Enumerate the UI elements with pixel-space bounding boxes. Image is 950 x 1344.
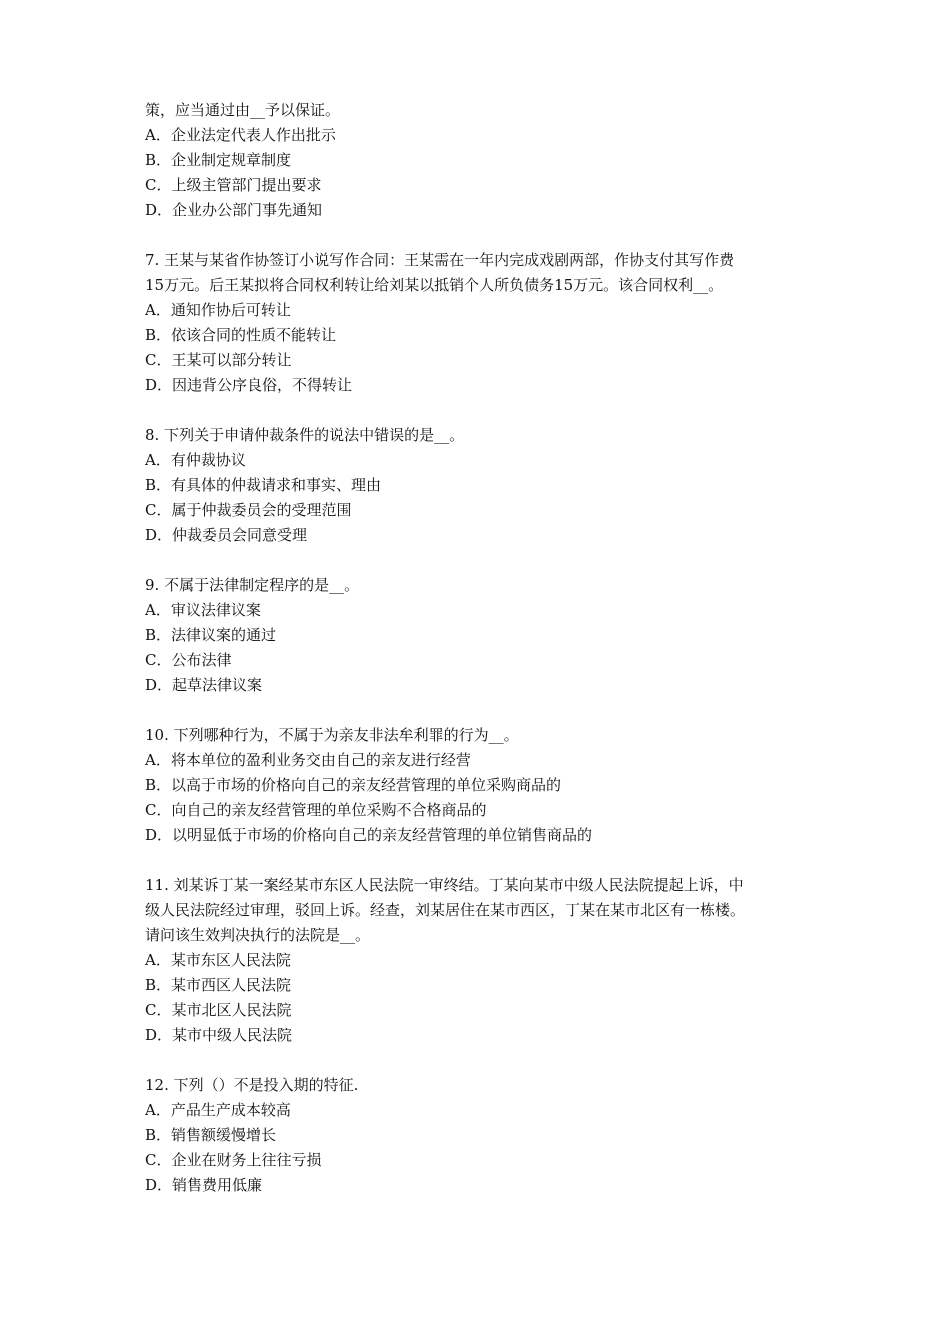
option-a: A．产品生产成本较高: [145, 1101, 291, 1119]
option-d: D．以明显低于市场的价格向自己的亲友经营管理的单位销售商品的: [145, 826, 593, 844]
document-page: [145, 98, 825, 1198]
option-a: A．有仲裁协议: [145, 451, 246, 469]
option-b: B．有具体的仲裁请求和事实、理由: [145, 476, 382, 494]
question-text: 7. 王某与某省作协签订小说写作合同：王某需在一年内完成戏剧两部，作协支付其写作费: [145, 251, 735, 269]
option-b: B．依该合同的性质不能转让: [145, 326, 337, 344]
option-a: A．将本单位的盈利业务交由自己的亲友进行经营: [145, 751, 471, 769]
option-c: C．属于仲裁委员会的受理范围: [145, 501, 352, 519]
option-a: A．某市东区人民法院: [145, 951, 291, 969]
question-text: 9. 不属于法律制定程序的是__。: [145, 576, 360, 594]
option-a: A．企业法定代表人作出批示: [145, 126, 336, 144]
option-c: C．上级主管部门提出要求: [145, 176, 322, 194]
option-b: B．销售额缓慢增长: [145, 1126, 277, 1144]
option-d: D．某市中级人民法院: [145, 1026, 293, 1044]
question-text: 请问该生效判决执行的法院是__。: [145, 926, 371, 944]
question-7: [145, 248, 825, 398]
question-11: [145, 873, 825, 1048]
option-d: D．销售费用低廉: [145, 1176, 263, 1194]
option-d: D．起草法律议案: [145, 676, 263, 694]
question-8: [145, 423, 825, 548]
option-d: D．因违背公序良俗，不得转让: [145, 376, 353, 394]
option-a: A．审议法律议案: [145, 601, 261, 619]
question-text: 8. 下列关于申请仲裁条件的说法中错误的是__。: [145, 426, 465, 444]
question-12: [145, 1073, 825, 1198]
option-b: B．企业制定规章制度: [145, 151, 292, 169]
option-b: B．以高于市场的价格向自己的亲友经营管理的单位采购商品的: [145, 776, 562, 794]
option-c: C．某市北区人民法院: [145, 1001, 292, 1019]
question-text: 12. 下列（）不是投入期的特征.: [145, 1076, 359, 1094]
question-6-continued: [145, 98, 825, 223]
option-c: C．向自己的亲友经营管理的单位采购不合格商品的: [145, 801, 487, 819]
option-b: B．法律议案的通过: [145, 626, 277, 644]
option-c: C．公布法律: [145, 651, 232, 669]
option-d: D．企业办公部门事先通知: [145, 201, 323, 219]
option-b: B．某市西区人民法院: [145, 976, 292, 994]
question-9: [145, 573, 825, 698]
option-c: C．王某可以部分转让: [145, 351, 292, 369]
option-a: A．通知作协后可转让: [145, 301, 291, 319]
question-text: 10. 下列哪种行为，不属于为亲友非法牟利罪的行为__。: [145, 726, 519, 744]
question-text: 15万元。后王某拟将合同权利转让给刘某以抵销个人所负债务15万元。该合同权利__。: [145, 276, 724, 294]
question-text: 策，应当通过由__予以保证。: [145, 101, 341, 119]
option-c: C．企业在财务上往往亏损: [145, 1151, 322, 1169]
question-text: 11. 刘某诉丁某一案经某市东区人民法院一审终结。丁某向某市中级人民法院提起上诉，中: [145, 876, 744, 894]
option-d: D．仲裁委员会同意受理: [145, 526, 308, 544]
question-10: [145, 723, 825, 848]
question-text: 级人民法院经过审理，驳回上诉。经查，刘某居住在某市西区，丁某在某市北区有一栋楼。: [145, 901, 746, 919]
